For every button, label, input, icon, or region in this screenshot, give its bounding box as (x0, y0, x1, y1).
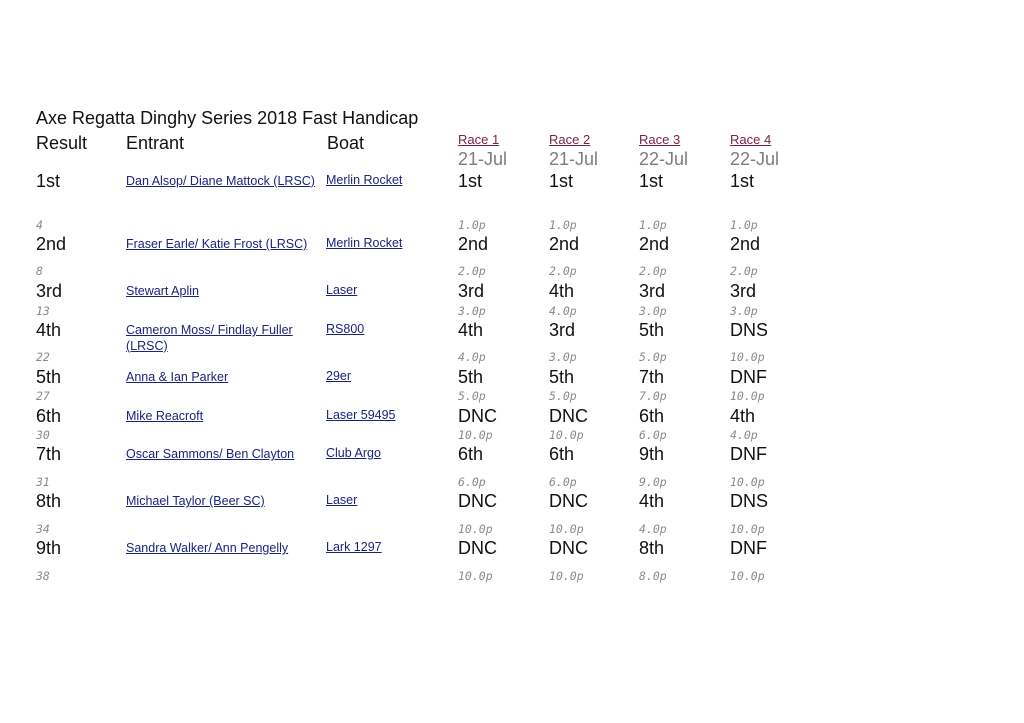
race-2-points: 4.0p (549, 304, 577, 318)
race-3-result: 8th (639, 538, 665, 558)
result-position: 9th (36, 538, 62, 558)
race-4-points: 1.0p (730, 218, 758, 232)
race-1-result: DNC (458, 491, 497, 511)
boat-link[interactable]: Merlin Rocket (326, 236, 403, 250)
race-1-result: 6th (458, 444, 484, 464)
race-1-date: 21-Jul (458, 149, 508, 169)
race-4-points: 4.0p (730, 428, 758, 442)
table-row (0, 278, 1024, 318)
table-row (0, 488, 1024, 536)
race-4-result: DNS (730, 320, 769, 340)
boat-link[interactable]: Merlin Rocket (326, 173, 403, 187)
race-1-points: 10.0p (458, 428, 493, 442)
race-1-points: 1.0p (458, 218, 486, 232)
result-position: 4th (36, 320, 62, 340)
result-column-header: Result (36, 133, 88, 153)
entrant-link[interactable]: Stewart Aplin (126, 284, 199, 298)
total-points: 34 (36, 522, 50, 536)
race-4-points: 2.0p (730, 264, 758, 278)
race-2-result: 5th (549, 367, 575, 387)
race-1-result: DNC (458, 538, 497, 558)
race-1-result: 1st (458, 171, 483, 191)
entrant-link[interactable]: Cameron Moss/ Findlay Fuller (LRSC) (126, 323, 293, 353)
entrant-link[interactable]: Oscar Sammons/ Ben Clayton (126, 447, 295, 461)
race-3-result: 6th (639, 406, 665, 426)
race-4-result: DNF (730, 538, 767, 558)
race-2-result: DNC (549, 406, 588, 426)
race-3-result: 5th (639, 320, 665, 340)
boat-link[interactable]: RS800 (326, 322, 365, 336)
total-points: 13 (36, 304, 50, 318)
entrant-link[interactable]: Michael Taylor (Beer SC) (126, 494, 265, 508)
race-4-points: 3.0p (730, 304, 758, 318)
race-2-points: 2.0p (549, 264, 577, 278)
table-row (0, 441, 1024, 489)
entrant-link[interactable]: Dan Alsop/ Diane Mattock (LRSC) (126, 174, 315, 188)
race-2-result: DNC (549, 491, 588, 511)
race-4-points: 10.0p (730, 522, 765, 536)
race-2-result: DNC (549, 538, 588, 558)
race-2-points: 10.0p (549, 428, 584, 442)
race-1-points: 10.0p (458, 569, 493, 583)
race-3-link[interactable]: Race 3 (639, 132, 681, 147)
boat-link[interactable]: 29er (326, 369, 352, 383)
race-2-points: 5.0p (549, 389, 577, 403)
race-3-result: 1st (639, 171, 664, 191)
race-2-result: 4th (549, 281, 575, 301)
race-4-result: DNF (730, 367, 767, 387)
race-2-points: 3.0p (549, 350, 577, 364)
race-3-points: 2.0p (639, 264, 667, 278)
boat-link[interactable]: Laser (326, 283, 358, 297)
result-position: 1st (36, 171, 61, 191)
race-1-points: 3.0p (458, 304, 486, 318)
boat-link[interactable]: Lark 1297 (326, 540, 382, 554)
race-3-date: 22-Jul (639, 149, 689, 169)
race-3-points: 1.0p (639, 218, 667, 232)
race-3-result: 9th (639, 444, 665, 464)
race-1-points: 6.0p (458, 475, 486, 489)
race-2-result: 6th (549, 444, 575, 464)
total-points: 31 (36, 475, 50, 489)
entrant-column-header: Entrant (126, 133, 185, 153)
race-1-result: DNC (458, 406, 497, 426)
race-2-points: 1.0p (549, 218, 577, 232)
race-3-points: 9.0p (639, 475, 667, 489)
race-4-result: 4th (730, 406, 756, 426)
result-position: 7th (36, 444, 62, 464)
total-points: 27 (36, 389, 50, 403)
boat-link[interactable]: Club Argo (326, 446, 381, 460)
table-row (0, 231, 1024, 278)
race-4-result: DNS (730, 491, 769, 511)
total-points: 38 (36, 569, 50, 583)
race-4-points: 10.0p (730, 475, 765, 489)
race-2-link[interactable]: Race 2 (549, 132, 591, 147)
race-3-points: 4.0p (639, 522, 667, 536)
result-position: 5th (36, 367, 62, 387)
race-4-points: 10.0p (730, 569, 765, 583)
total-points: 22 (36, 350, 50, 364)
race-3-result: 2nd (639, 234, 670, 254)
boat-link[interactable]: Laser 59495 (326, 408, 396, 422)
race-4-link[interactable]: Race 4 (730, 132, 772, 147)
race-2-result: 3rd (549, 320, 576, 340)
race-2-result: 2nd (549, 234, 580, 254)
result-position: 6th (36, 406, 62, 426)
race-1-result: 4th (458, 320, 484, 340)
race-2-points: 6.0p (549, 475, 577, 489)
race-2-points: 10.0p (549, 569, 584, 583)
table-row (0, 317, 1024, 364)
race-4-points: 10.0p (730, 389, 765, 403)
race-4-result: DNF (730, 444, 767, 464)
entrant-link[interactable]: Anna & Ian Parker (126, 370, 229, 384)
race-3-result: 7th (639, 367, 665, 387)
race-2-date: 21-Jul (549, 149, 599, 169)
race-1-points: 10.0p (458, 522, 493, 536)
table-row (0, 364, 1024, 403)
race-4-points: 10.0p (730, 350, 765, 364)
race-3-result: 4th (639, 491, 665, 511)
boat-column-header: Boat (327, 133, 365, 153)
race-2-result: 1st (549, 171, 574, 191)
race-1-link[interactable]: Race 1 (458, 132, 500, 147)
race-4-date: 22-Jul (730, 149, 780, 169)
race-4-result: 2nd (730, 234, 761, 254)
race-3-points: 8.0p (639, 569, 667, 583)
entrant-link[interactable]: Fraser Earle/ Katie Frost (LRSC) (126, 237, 308, 251)
race-1-points: 5.0p (458, 389, 486, 403)
boat-link[interactable]: Laser (326, 493, 358, 507)
race-3-points: 3.0p (639, 304, 667, 318)
race-1-result: 5th (458, 367, 484, 387)
total-points: 30 (36, 428, 50, 442)
race-3-points: 5.0p (639, 350, 667, 364)
race-1-result: 2nd (458, 234, 489, 254)
race-1-points: 2.0p (458, 264, 486, 278)
result-position: 8th (36, 491, 62, 511)
race-3-points: 6.0p (639, 428, 667, 442)
result-position: 3rd (36, 281, 63, 301)
table-row (0, 535, 1024, 583)
race-2-points: 10.0p (549, 522, 584, 536)
race-1-result: 3rd (458, 281, 485, 301)
table-row (0, 168, 1024, 232)
race-4-result: 1st (730, 171, 755, 191)
race-3-points: 7.0p (639, 389, 667, 403)
page-title: Axe Regatta Dinghy Series 2018 Fast Handicap (36, 108, 419, 128)
entrant-link[interactable]: Sandra Walker/ Ann Pengelly (126, 541, 289, 555)
entrant-link[interactable]: Mike Reacroft (126, 409, 204, 423)
race-1-points: 4.0p (458, 350, 486, 364)
race-3-result: 3rd (639, 281, 666, 301)
result-position: 2nd (36, 234, 67, 254)
race-4-result: 3rd (730, 281, 757, 301)
table-row (0, 403, 1024, 442)
total-points: 8 (36, 264, 43, 278)
total-points: 4 (36, 218, 43, 232)
